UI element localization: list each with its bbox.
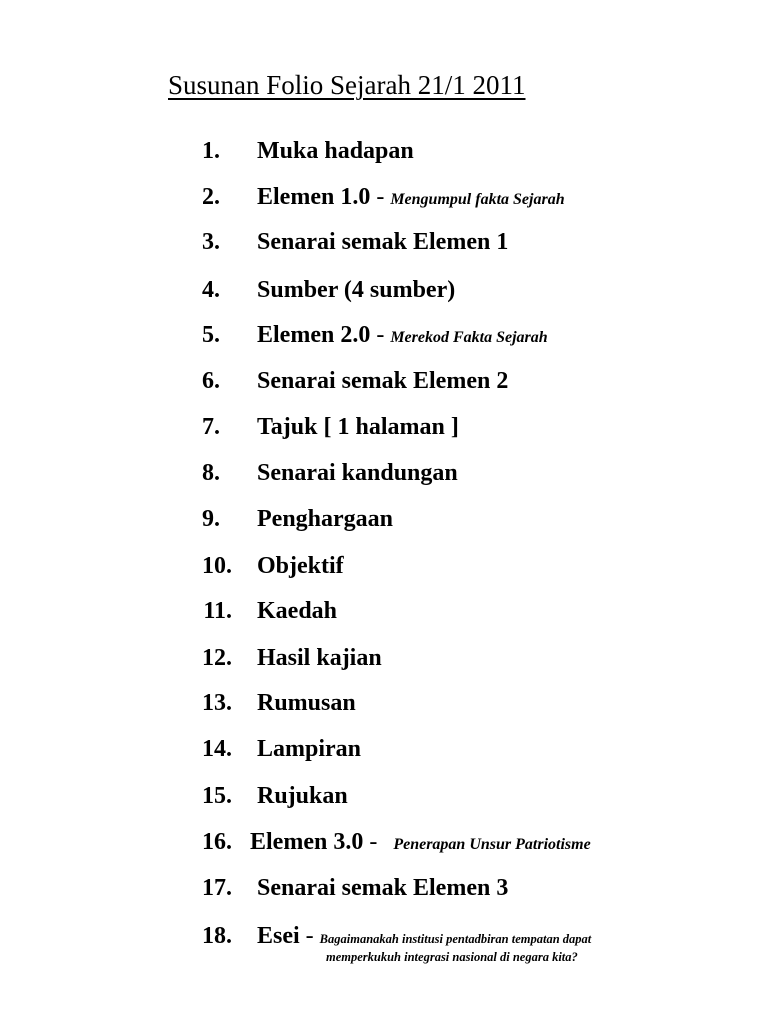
item-note: Mengumpul fakta Sejarah <box>390 191 565 208</box>
item-number: 17. <box>202 875 232 901</box>
item-number: 10. <box>202 553 232 579</box>
item-label-group <box>257 322 548 349</box>
item-note: Merekod Fakta Sejarah <box>390 329 548 346</box>
item-label: Lampiran <box>257 736 362 762</box>
item-note: Penerapan Unsur Patriotisme <box>393 836 591 853</box>
item-number: 12. <box>202 645 232 671</box>
item-number: 5. <box>202 322 220 348</box>
item-number: 14. <box>202 736 232 762</box>
page-title: Susunan Folio Sejarah 21/1 2011 <box>168 70 526 100</box>
item-number: 4. <box>202 277 220 303</box>
item-label: Objektif <box>257 553 344 579</box>
item-label: Senarai semak Elemen 1 <box>257 229 509 255</box>
item-number: 16. <box>202 829 232 855</box>
item-label: Esei <box>257 923 300 949</box>
item-number: 11. <box>203 598 232 624</box>
item-number: 9. <box>202 506 220 532</box>
item-number: 18. <box>202 923 232 949</box>
item-number: 13. <box>202 690 232 716</box>
item-note: Bagaimanakah institusi pentadbiran tempatan dapat <box>319 932 592 946</box>
item-label-group <box>250 829 591 856</box>
item-number: 8. <box>202 460 220 486</box>
item-label: Senarai semak Elemen 3 <box>257 875 509 901</box>
item-note-continuation: memperkukuh integrasi nasional di negara kita? <box>326 950 578 964</box>
item-dash: - <box>363 829 384 855</box>
item-number: 2. <box>202 184 220 210</box>
item-label: Rumusan <box>257 690 356 716</box>
item-label: Rujukan <box>257 783 348 809</box>
item-label: Senarai kandungan <box>257 460 458 486</box>
item-label: Penghargaan <box>257 506 394 532</box>
item-label: Hasil kajian <box>257 645 382 671</box>
item-number: 7. <box>202 414 220 440</box>
item-label-group <box>257 184 565 211</box>
item-label: Senarai semak Elemen 2 <box>257 368 509 394</box>
item-label: Kaedah <box>257 598 338 624</box>
item-label: Tajuk [ 1 halaman ] <box>257 414 459 440</box>
item-label: Sumber (4 sumber) <box>257 277 456 303</box>
item-number: 3. <box>202 229 220 255</box>
item-dash: - <box>370 322 391 348</box>
item-number: 15. <box>202 783 232 809</box>
item-dash: - <box>370 184 391 210</box>
item-label: Muka hadapan <box>257 138 414 164</box>
item-label: Elemen 1.0 <box>257 184 371 210</box>
item-number: 6. <box>202 368 220 394</box>
item-dash: - <box>299 923 320 949</box>
item-number: 1. <box>202 138 220 164</box>
item-label: Elemen 2.0 <box>257 322 371 348</box>
item-label-group <box>257 923 591 950</box>
item-label: Elemen 3.0 <box>250 829 364 855</box>
